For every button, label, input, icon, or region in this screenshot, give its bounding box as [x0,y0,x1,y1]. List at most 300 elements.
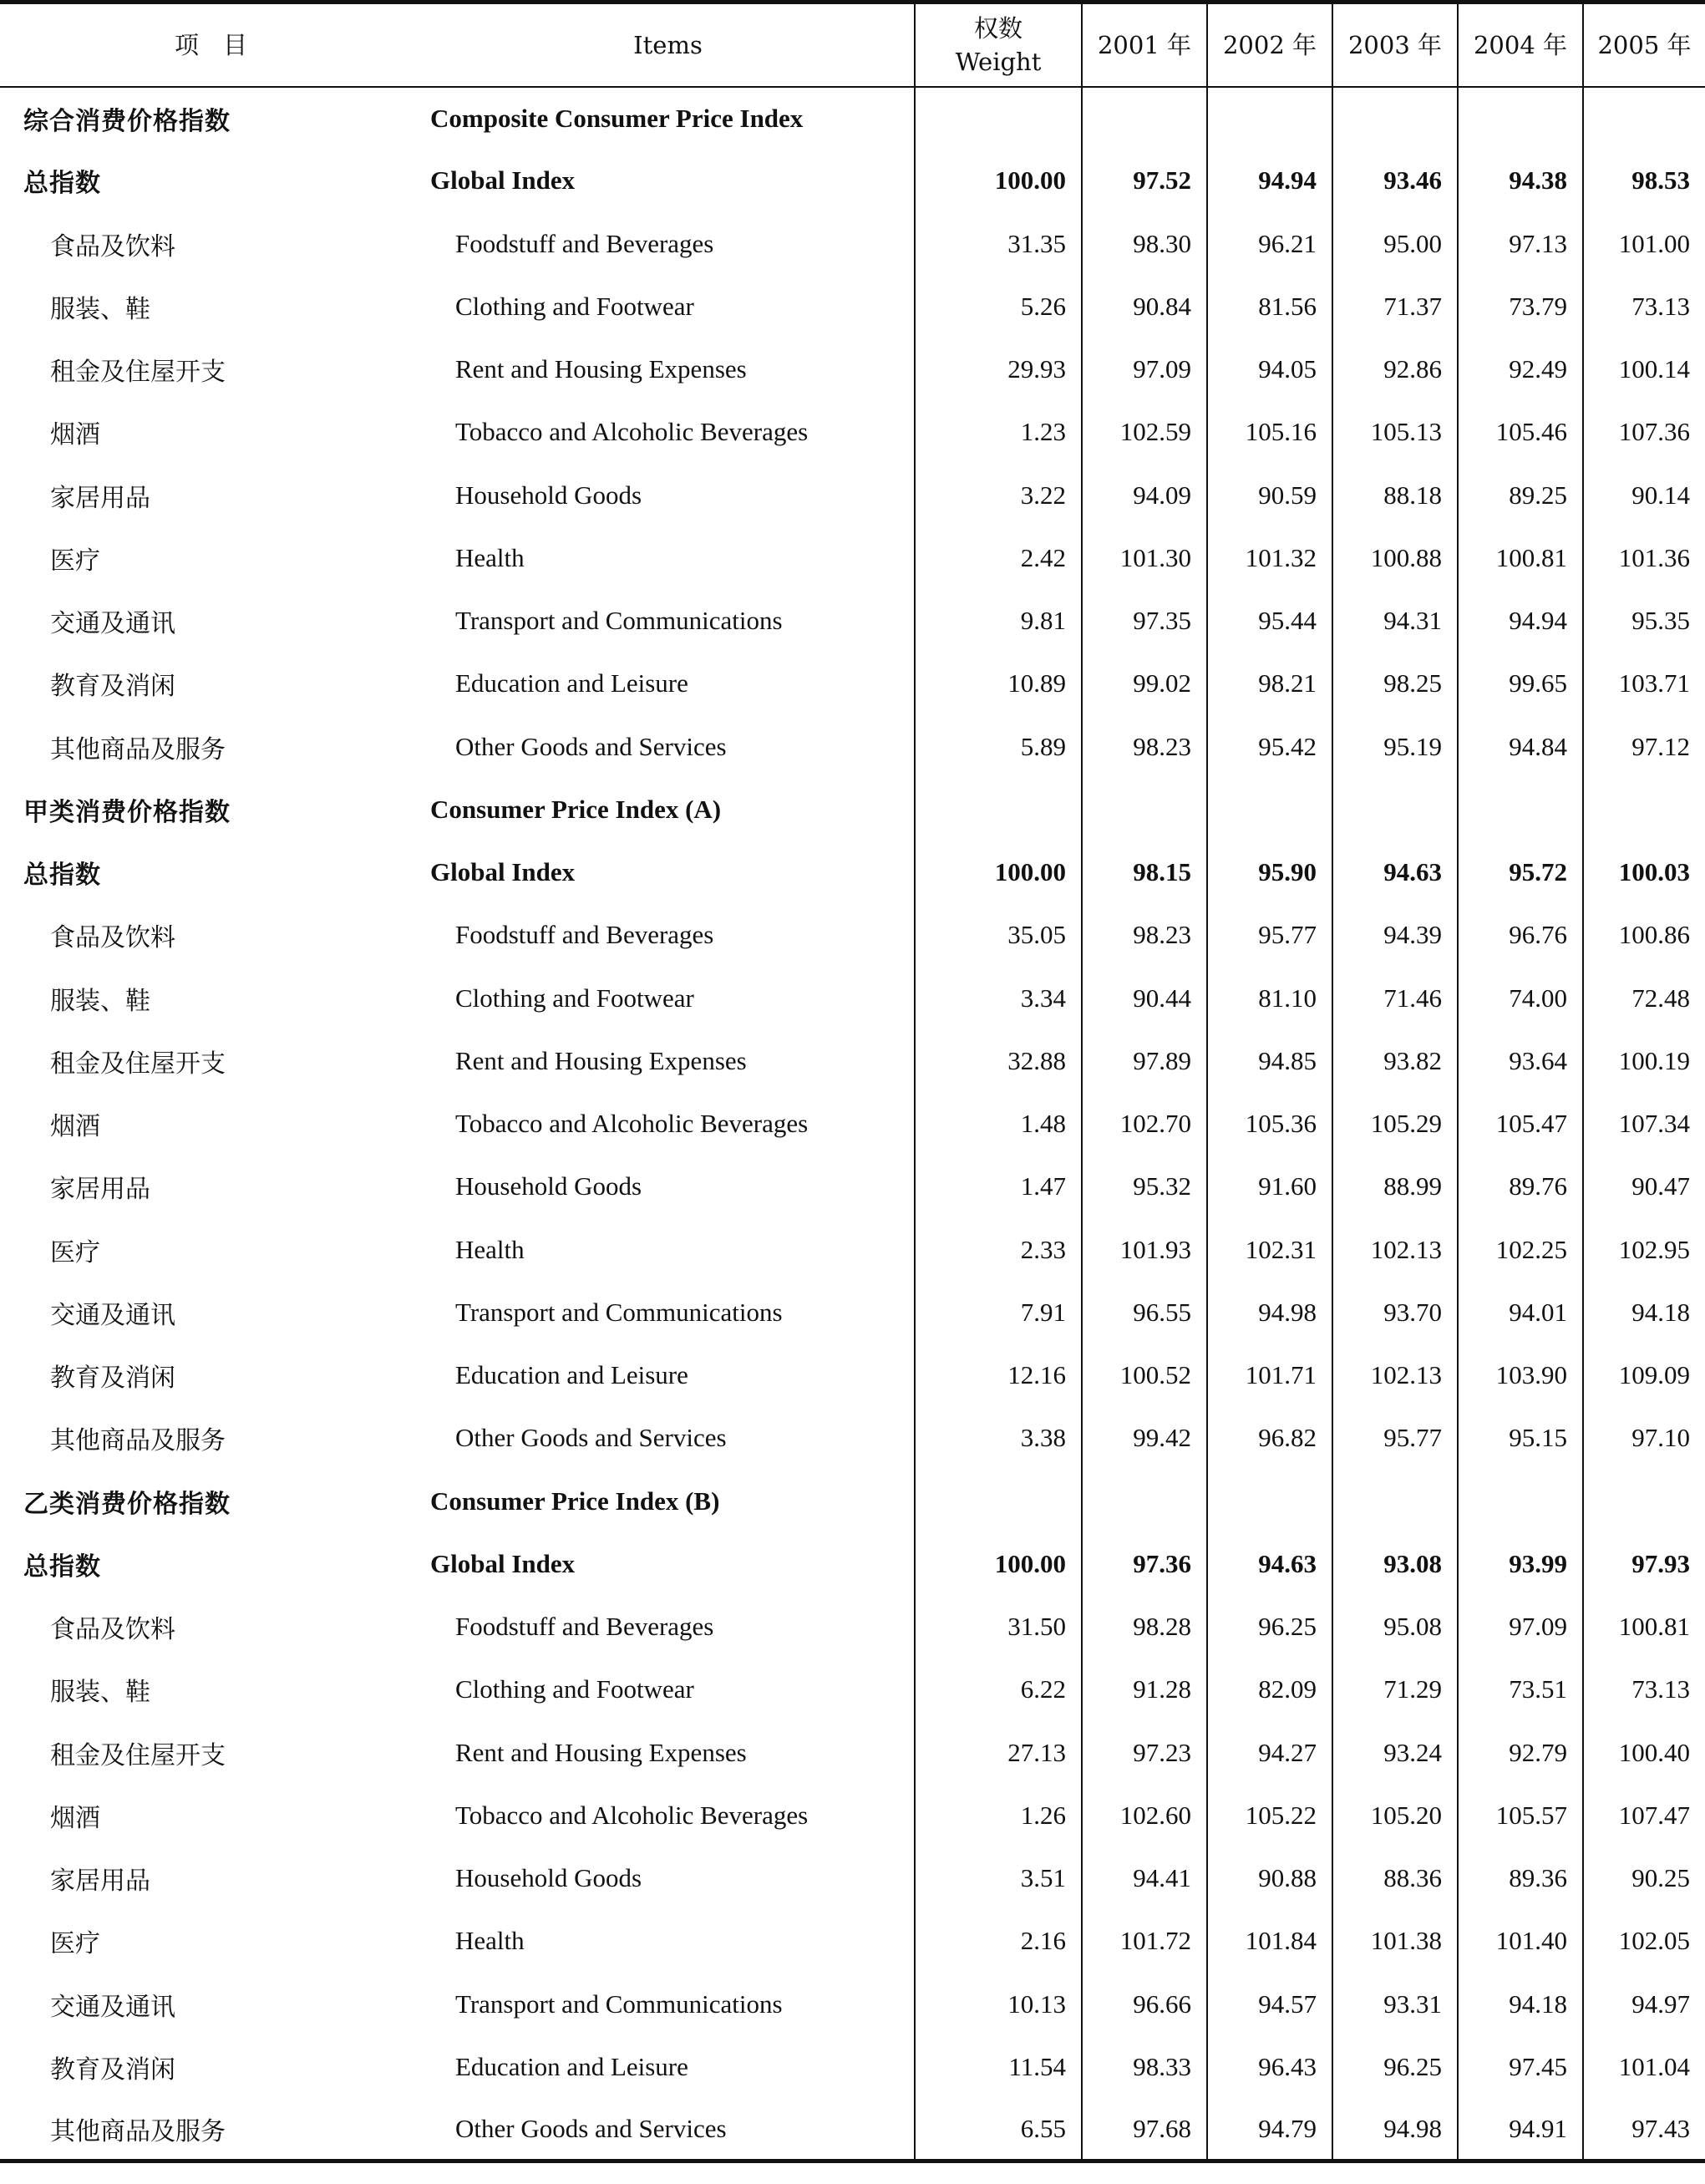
value-cell: 105.29 [1332,1093,1458,1155]
value-cell: 73.51 [1458,1658,1583,1721]
value-cell: 97.09 [1082,338,1207,401]
value-cell: 92.86 [1332,338,1458,401]
table-row [0,1281,1705,1343]
row-label-zh: 租金及住屋开支 [50,358,226,388]
value-cell: 105.22 [1207,1784,1332,1846]
total-row [0,150,1705,212]
row-label-zh: 总指数 [23,1552,101,1582]
value-cell: 93.99 [1458,1532,1583,1595]
row-label-zh: 甲类消费价格指数 [23,797,231,827]
weight-cell [915,778,1082,841]
value-cell [1583,778,1705,841]
row-label-zh: 家居用品 [50,1867,150,1897]
weight-cell: 35.05 [915,904,1082,967]
value-cell: 95.42 [1207,715,1332,778]
value-cell: 105.13 [1332,401,1458,464]
value-cell: 88.36 [1332,1847,1458,1910]
row-label-en: Consumer Price Index (B) [430,1486,720,1516]
row-label-zh: 其他商品及服务 [50,734,226,764]
row-label-en: Other Goods and Services [455,731,727,761]
value-cell: 101.84 [1207,1910,1332,1973]
value-cell: 94.97 [1583,1973,1705,2035]
weight-cell: 2.33 [915,1218,1082,1281]
value-cell: 101.00 [1583,212,1705,275]
row-label-en: Tobacco and Alcoholic Beverages [455,1800,809,1830]
table-row [0,904,1705,967]
value-cell: 94.63 [1332,841,1458,904]
row-label-zh: 烟酒 [50,1803,100,1833]
value-cell: 91.60 [1207,1155,1332,1218]
value-cell: 90.59 [1207,464,1332,526]
weight-cell: 10.89 [915,653,1082,715]
value-cell: 107.47 [1583,1784,1705,1846]
value-cell: 101.32 [1207,526,1332,589]
weight-cell: 100.00 [915,150,1082,212]
table-row [0,526,1705,589]
table-row [0,1407,1705,1470]
table-row [0,338,1705,401]
value-cell: 97.10 [1583,1407,1705,1470]
weight-cell: 5.26 [915,275,1082,338]
row-label-zh: 教育及消闲 [50,1364,175,1394]
table-row [0,2035,1705,2098]
row-label-zh: 租金及住屋开支 [50,1740,226,1770]
value-cell: 100.40 [1583,1721,1705,1784]
value-cell: 96.25 [1332,2035,1458,2098]
value-cell: 71.37 [1332,275,1458,338]
weight-cell: 27.13 [915,1721,1082,1784]
weight-cell: 100.00 [915,1532,1082,1595]
header-year-2004: 2004 年 [1458,3,1583,87]
value-cell [1458,87,1583,150]
value-cell: 96.76 [1458,904,1583,967]
table-row [0,1721,1705,1784]
header-year-2005: 2005 年 [1583,3,1705,87]
table-body [0,87,1705,2161]
value-cell: 95.90 [1207,841,1332,904]
row-label-zh: 乙类消费价格指数 [23,1489,231,1519]
value-cell [1458,778,1583,841]
row-label-en: Composite Consumer Price Index [430,103,804,133]
row-label-zh: 食品及饮料 [50,1615,175,1645]
value-cell: 105.57 [1458,1784,1583,1846]
row-label-zh: 医疗 [50,1237,100,1267]
value-cell [1583,1470,1705,1532]
value-cell: 100.86 [1583,904,1705,967]
value-cell: 90.44 [1082,967,1207,1029]
table-row [0,2099,1705,2161]
value-cell: 102.13 [1332,1218,1458,1281]
row-label-en: Health [455,542,525,572]
value-cell: 100.81 [1583,1596,1705,1658]
weight-cell: 1.48 [915,1093,1082,1155]
value-cell: 98.53 [1583,150,1705,212]
row-label-en: Rent and Housing Expenses [455,1737,747,1767]
value-cell: 73.13 [1583,1658,1705,1721]
row-label-zh: 交通及通讯 [50,1992,175,2022]
weight-cell: 32.88 [915,1029,1082,1092]
value-cell [1458,1470,1583,1532]
row-label-zh: 交通及通讯 [50,1300,175,1330]
value-cell: 103.71 [1583,653,1705,715]
value-cell: 95.35 [1583,590,1705,653]
value-cell: 101.40 [1458,1910,1583,1973]
table-row [0,1093,1705,1155]
value-cell: 98.21 [1207,653,1332,715]
weight-cell: 3.34 [915,967,1082,1029]
value-cell: 98.23 [1082,715,1207,778]
row-label-en: Consumer Price Index (A) [430,794,722,824]
value-cell: 73.79 [1458,275,1583,338]
value-cell: 95.00 [1332,212,1458,275]
row-label-en: Clothing and Footwear [455,1674,694,1704]
value-cell: 102.70 [1082,1093,1207,1155]
value-cell: 95.08 [1332,1596,1458,1658]
value-cell: 102.59 [1082,401,1207,464]
value-cell: 94.01 [1458,1281,1583,1343]
value-cell: 105.16 [1207,401,1332,464]
weight-cell: 1.26 [915,1784,1082,1846]
section-row [0,778,1705,841]
value-cell: 97.89 [1082,1029,1207,1092]
weight-cell: 3.51 [915,1847,1082,1910]
table-row [0,1973,1705,2035]
row-label-en: Rent and Housing Expenses [455,1045,747,1075]
value-cell [1082,1470,1207,1532]
value-cell: 97.52 [1082,150,1207,212]
header-weight [915,3,1082,87]
header-item-zh: 项 目 [0,3,422,87]
value-cell: 97.09 [1458,1596,1583,1658]
value-cell: 103.90 [1458,1344,1583,1407]
value-cell: 102.95 [1583,1218,1705,1281]
row-label-zh: 烟酒 [50,420,100,450]
row-label-en: Health [455,1926,525,1956]
value-cell: 93.08 [1332,1532,1458,1595]
table-row [0,1784,1705,1846]
row-label-zh: 服装、鞋 [50,1678,150,1708]
value-cell: 99.02 [1082,653,1207,715]
value-cell: 93.70 [1332,1281,1458,1343]
value-cell: 101.36 [1583,526,1705,589]
value-cell: 81.10 [1207,967,1332,1029]
value-cell: 102.31 [1207,1218,1332,1281]
weight-cell: 12.16 [915,1344,1082,1407]
header-items-en: Items [422,3,915,87]
value-cell [1082,87,1207,150]
table-row [0,1658,1705,1721]
value-cell [1332,87,1458,150]
value-cell: 95.44 [1207,590,1332,653]
table-row [0,275,1705,338]
total-row [0,841,1705,904]
value-cell: 100.19 [1583,1029,1705,1092]
weight-cell: 31.50 [915,1596,1082,1658]
value-cell: 102.05 [1583,1910,1705,1973]
value-cell: 100.14 [1583,338,1705,401]
value-cell [1332,1470,1458,1532]
row-label-zh: 烟酒 [50,1112,100,1142]
value-cell: 105.46 [1458,401,1583,464]
row-label-zh: 教育及消闲 [50,672,175,702]
value-cell: 93.46 [1332,150,1458,212]
row-label-en: Household Goods [455,480,642,510]
weight-cell: 100.00 [915,841,1082,904]
row-label-en: Global Index [430,165,576,196]
value-cell: 98.28 [1082,1596,1207,1658]
row-label-zh: 医疗 [50,1929,100,1959]
row-label-zh: 交通及通讯 [50,609,175,639]
value-cell: 94.57 [1207,1973,1332,2035]
table-row [0,590,1705,653]
value-cell: 90.47 [1583,1155,1705,1218]
value-cell: 94.09 [1082,464,1207,526]
total-row [0,1532,1705,1595]
value-cell: 98.23 [1082,904,1207,967]
value-cell: 74.00 [1458,967,1583,1029]
value-cell: 96.82 [1207,1407,1332,1470]
value-cell: 102.25 [1458,1218,1583,1281]
value-cell: 96.25 [1207,1596,1332,1658]
table-row [0,1029,1705,1092]
weight-cell: 7.91 [915,1281,1082,1343]
value-cell: 89.76 [1458,1155,1583,1218]
weight-cell: 9.81 [915,590,1082,653]
weight-cell: 5.89 [915,715,1082,778]
row-label-en: Global Index [430,1548,576,1578]
row-label-zh: 总指数 [23,169,101,199]
row-label-en: Tobacco and Alcoholic Beverages [455,1109,809,1139]
value-cell: 107.34 [1583,1093,1705,1155]
section-row [0,1470,1705,1532]
section-row [0,87,1705,150]
row-label-zh: 其他商品及服务 [50,1426,226,1456]
row-label-zh: 家居用品 [50,483,150,513]
weight-cell [915,87,1082,150]
weight-cell: 29.93 [915,338,1082,401]
value-cell: 72.48 [1583,967,1705,1029]
row-label-en: Foodstuff and Beverages [455,228,714,258]
row-label-zh: 家居用品 [50,1175,150,1205]
row-label-en: Foodstuff and Beverages [455,920,714,950]
value-cell: 90.14 [1583,464,1705,526]
weight-cell: 6.55 [915,2099,1082,2161]
value-cell: 94.94 [1207,150,1332,212]
value-cell: 94.31 [1332,590,1458,653]
row-label-en: Education and Leisure [455,668,688,698]
row-label-en: Clothing and Footwear [455,291,694,321]
row-label-en: Household Goods [455,1171,642,1201]
weight-cell: 31.35 [915,212,1082,275]
row-label-en: Education and Leisure [455,2051,688,2081]
value-cell: 98.15 [1082,841,1207,904]
value-cell: 93.24 [1332,1721,1458,1784]
value-cell: 94.18 [1458,1973,1583,2035]
row-label-en: Education and Leisure [455,1360,688,1390]
value-cell: 96.21 [1207,212,1332,275]
value-cell: 105.47 [1458,1093,1583,1155]
value-cell: 93.64 [1458,1029,1583,1092]
value-cell: 89.25 [1458,464,1583,526]
row-label-en: Clothing and Footwear [455,983,694,1013]
value-cell: 105.20 [1332,1784,1458,1846]
row-label-en: Other Goods and Services [455,1423,727,1453]
value-cell: 89.36 [1458,1847,1583,1910]
weight-cell: 3.38 [915,1407,1082,1470]
value-cell: 97.45 [1458,2035,1583,2098]
value-cell [1082,778,1207,841]
value-cell: 95.72 [1458,841,1583,904]
value-cell: 99.65 [1458,653,1583,715]
value-cell: 100.88 [1332,526,1458,589]
row-label-zh: 租金及住屋开支 [50,1049,226,1079]
row-label-en: Health [455,1234,525,1264]
value-cell: 93.31 [1332,1973,1458,2035]
table-row [0,464,1705,526]
value-cell: 95.77 [1207,904,1332,967]
row-label-en: Transport and Communications [455,1297,783,1327]
value-cell: 101.71 [1207,1344,1332,1407]
value-cell: 71.46 [1332,967,1458,1029]
table-row [0,1344,1705,1407]
value-cell: 88.18 [1332,464,1458,526]
value-cell: 81.56 [1207,275,1332,338]
weight-cell: 11.54 [915,2035,1082,2098]
row-label-zh: 服装、鞋 [50,986,150,1016]
weight-cell: 3.22 [915,464,1082,526]
table-row [0,1155,1705,1218]
value-cell [1332,778,1458,841]
row-label-zh: 服装、鞋 [50,294,150,324]
value-cell: 101.38 [1332,1910,1458,1973]
value-cell: 101.30 [1082,526,1207,589]
value-cell: 97.43 [1583,2099,1705,2161]
value-cell: 95.15 [1458,1407,1583,1470]
header-row [0,3,1705,87]
value-cell: 95.32 [1082,1155,1207,1218]
value-cell: 96.43 [1207,2035,1332,2098]
value-cell: 94.18 [1583,1281,1705,1343]
table-row [0,1910,1705,1973]
value-cell: 94.84 [1458,715,1583,778]
value-cell: 96.66 [1082,1973,1207,2035]
value-cell: 90.25 [1583,1847,1705,1910]
value-cell: 99.42 [1082,1407,1207,1470]
row-label-en: Rent and Housing Expenses [455,354,747,384]
header-year-2002: 2002 年 [1207,3,1332,87]
value-cell: 94.91 [1458,2099,1583,2161]
value-cell: 100.81 [1458,526,1583,589]
value-cell [1207,778,1332,841]
value-cell: 98.25 [1332,653,1458,715]
table-row [0,401,1705,464]
value-cell: 97.68 [1082,2099,1207,2161]
value-cell: 105.36 [1207,1093,1332,1155]
weight-cell: 2.16 [915,1910,1082,1973]
value-cell: 94.98 [1207,1281,1332,1343]
row-label-en: Global Index [430,857,576,887]
row-label-zh: 食品及饮料 [50,923,175,953]
weight-cell: 10.13 [915,1973,1082,2035]
value-cell: 94.38 [1458,150,1583,212]
row-label-en: Tobacco and Alcoholic Beverages [455,417,809,447]
value-cell: 90.84 [1082,275,1207,338]
value-cell: 82.09 [1207,1658,1332,1721]
value-cell: 102.13 [1332,1344,1458,1407]
value-cell: 97.35 [1082,590,1207,653]
value-cell: 97.13 [1458,212,1583,275]
value-cell: 101.72 [1082,1910,1207,1973]
table-row [0,715,1705,778]
value-cell: 94.41 [1082,1847,1207,1910]
value-cell: 71.29 [1332,1658,1458,1721]
value-cell: 101.93 [1082,1218,1207,1281]
value-cell: 94.27 [1207,1721,1332,1784]
value-cell: 97.36 [1082,1532,1207,1595]
table-row [0,1218,1705,1281]
weight-cell: 2.42 [915,526,1082,589]
row-label-en: Foodstuff and Beverages [455,1612,714,1642]
table-row [0,967,1705,1029]
value-cell: 96.55 [1082,1281,1207,1343]
value-cell [1583,87,1705,150]
value-cell: 109.09 [1583,1344,1705,1407]
weight-cell [915,1470,1082,1532]
table-row [0,1596,1705,1658]
row-label-zh: 医疗 [50,546,100,576]
value-cell: 90.88 [1207,1847,1332,1910]
value-cell: 73.13 [1583,275,1705,338]
header-year-2001: 2001 年 [1082,3,1207,87]
weight-cell: 1.23 [915,401,1082,464]
weight-cell: 6.22 [915,1658,1082,1721]
value-cell: 97.93 [1583,1532,1705,1595]
row-label-zh: 教育及消闲 [50,2054,175,2085]
value-cell: 98.33 [1082,2035,1207,2098]
value-cell: 98.30 [1082,212,1207,275]
value-cell: 97.23 [1082,1721,1207,1784]
value-cell: 93.82 [1332,1029,1458,1092]
row-label-zh: 综合消费价格指数 [23,106,231,136]
value-cell: 102.60 [1082,1784,1207,1846]
value-cell: 94.05 [1207,338,1332,401]
value-cell: 101.04 [1583,2035,1705,2098]
value-cell: 100.52 [1082,1344,1207,1407]
value-cell: 92.49 [1458,338,1583,401]
value-cell: 88.99 [1332,1155,1458,1218]
value-cell: 97.12 [1583,715,1705,778]
value-cell [1207,1470,1332,1532]
header-weight-zh: 权数 [973,13,1022,43]
value-cell [1207,87,1332,150]
weight-cell: 1.47 [915,1155,1082,1218]
header-year-2003: 2003 年 [1332,3,1458,87]
row-label-en: Other Goods and Services [455,2113,727,2143]
row-label-en: Transport and Communications [455,1988,783,2019]
value-cell: 94.98 [1332,2099,1458,2161]
value-cell: 92.79 [1458,1721,1583,1784]
value-cell: 95.77 [1332,1407,1458,1470]
value-cell: 91.28 [1082,1658,1207,1721]
table-row [0,212,1705,275]
row-label-zh: 总指数 [23,861,101,891]
value-cell: 107.36 [1583,401,1705,464]
table-row [0,653,1705,715]
value-cell: 94.39 [1332,904,1458,967]
value-cell: 94.63 [1207,1532,1332,1595]
value-cell: 95.19 [1332,715,1458,778]
row-label-zh: 其他商品及服务 [50,2116,226,2146]
